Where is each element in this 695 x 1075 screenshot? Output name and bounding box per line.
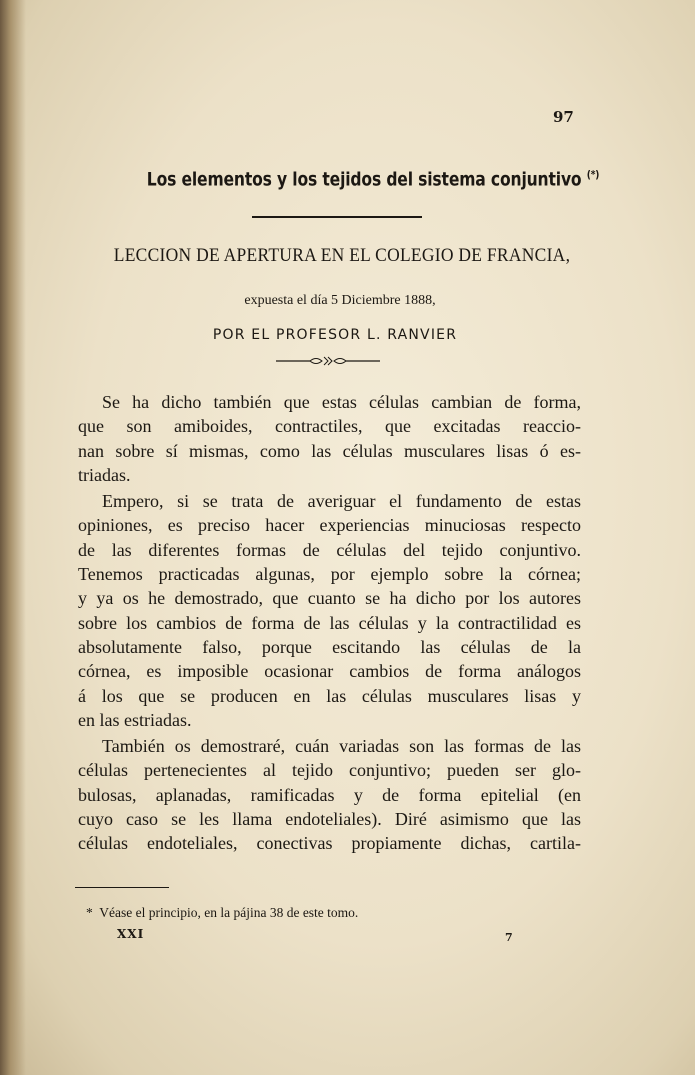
text-line: triadas. bbox=[78, 464, 131, 485]
text-line: que son amiboides, contractiles, que excitadas reaccio- bbox=[78, 416, 581, 437]
footnote bbox=[86, 905, 358, 921]
paragraph bbox=[78, 734, 581, 855]
text-line: células endoteliales, conectivas propiamente dichas, cartila- bbox=[78, 833, 581, 854]
text-line: y ya os he demostrado, que cuanto se ha dicho por los autores bbox=[78, 588, 581, 609]
text-line: También os demostraré, cuán variadas son las formas de las bbox=[102, 736, 581, 757]
text-line: de las diferentes formas de células del tejido conjuntivo. bbox=[78, 539, 581, 560]
title-footnote-mark: (*) bbox=[586, 168, 600, 181]
paragraph bbox=[78, 390, 581, 487]
text-line: opiniones, es preciso hacer experiencias minuciosas respecto bbox=[78, 515, 581, 536]
text-line: absolutamente falso, porque escitando las células de la bbox=[78, 636, 581, 657]
footnote-separator bbox=[75, 887, 169, 888]
text-line: sobre los cambios de forma de las células y la contractilidad es bbox=[78, 612, 581, 633]
text-line: córnea, es imposible ocasionar cambios de forma análogos bbox=[78, 661, 581, 682]
page-gutter-shadow bbox=[0, 0, 26, 1075]
page-number: 97 bbox=[553, 108, 574, 126]
lecture-subtitle: LECCION DE APERTURA EN EL COLEGIO DE FRANCIA, bbox=[113, 245, 571, 266]
footnote-text: Véase el principio, en la pájina 38 de este tomo. bbox=[99, 905, 359, 920]
text-line: nan sobre sí mismas, como las células musculares lisas ó es- bbox=[78, 440, 581, 461]
paragraph bbox=[78, 489, 581, 732]
text-line: cuyo caso se les llama endoteliales). Diré asimismo que las bbox=[78, 809, 581, 830]
text-line: células pertenecientes al tejido conjuntivo; pueden ser glo- bbox=[78, 760, 581, 781]
signature-mark-left: XXI bbox=[117, 927, 145, 941]
text-line: bulosas, aplanadas, ramificadas y de forma epitelial (en bbox=[78, 784, 581, 805]
text-line: á los que se producen en las células musculares lisas y bbox=[78, 685, 581, 706]
body-text bbox=[78, 390, 581, 858]
ornament-divider bbox=[276, 354, 380, 368]
article-title-text: Los elementos y los tejidos del sistema conjuntivo bbox=[146, 168, 582, 191]
text-line: Empero, si se trata de averiguar el fundamento de estas bbox=[102, 491, 581, 512]
text-line: Se ha dicho también que estas células cambian de forma, bbox=[102, 392, 581, 412]
signature-mark-right: 7 bbox=[505, 931, 513, 944]
title-underline bbox=[252, 216, 422, 218]
footnote-mark: * bbox=[86, 905, 93, 920]
lecture-date: expuesta el día 5 Diciembre 1888, bbox=[244, 293, 436, 308]
article-title bbox=[146, 168, 600, 191]
author-line: POR EL PROFESOR L. RANVIER bbox=[212, 327, 458, 343]
text-line: en las estriadas. bbox=[78, 709, 192, 730]
text-line: Tenemos practicadas algunas, por ejemplo sobre la córnea; bbox=[78, 564, 581, 585]
